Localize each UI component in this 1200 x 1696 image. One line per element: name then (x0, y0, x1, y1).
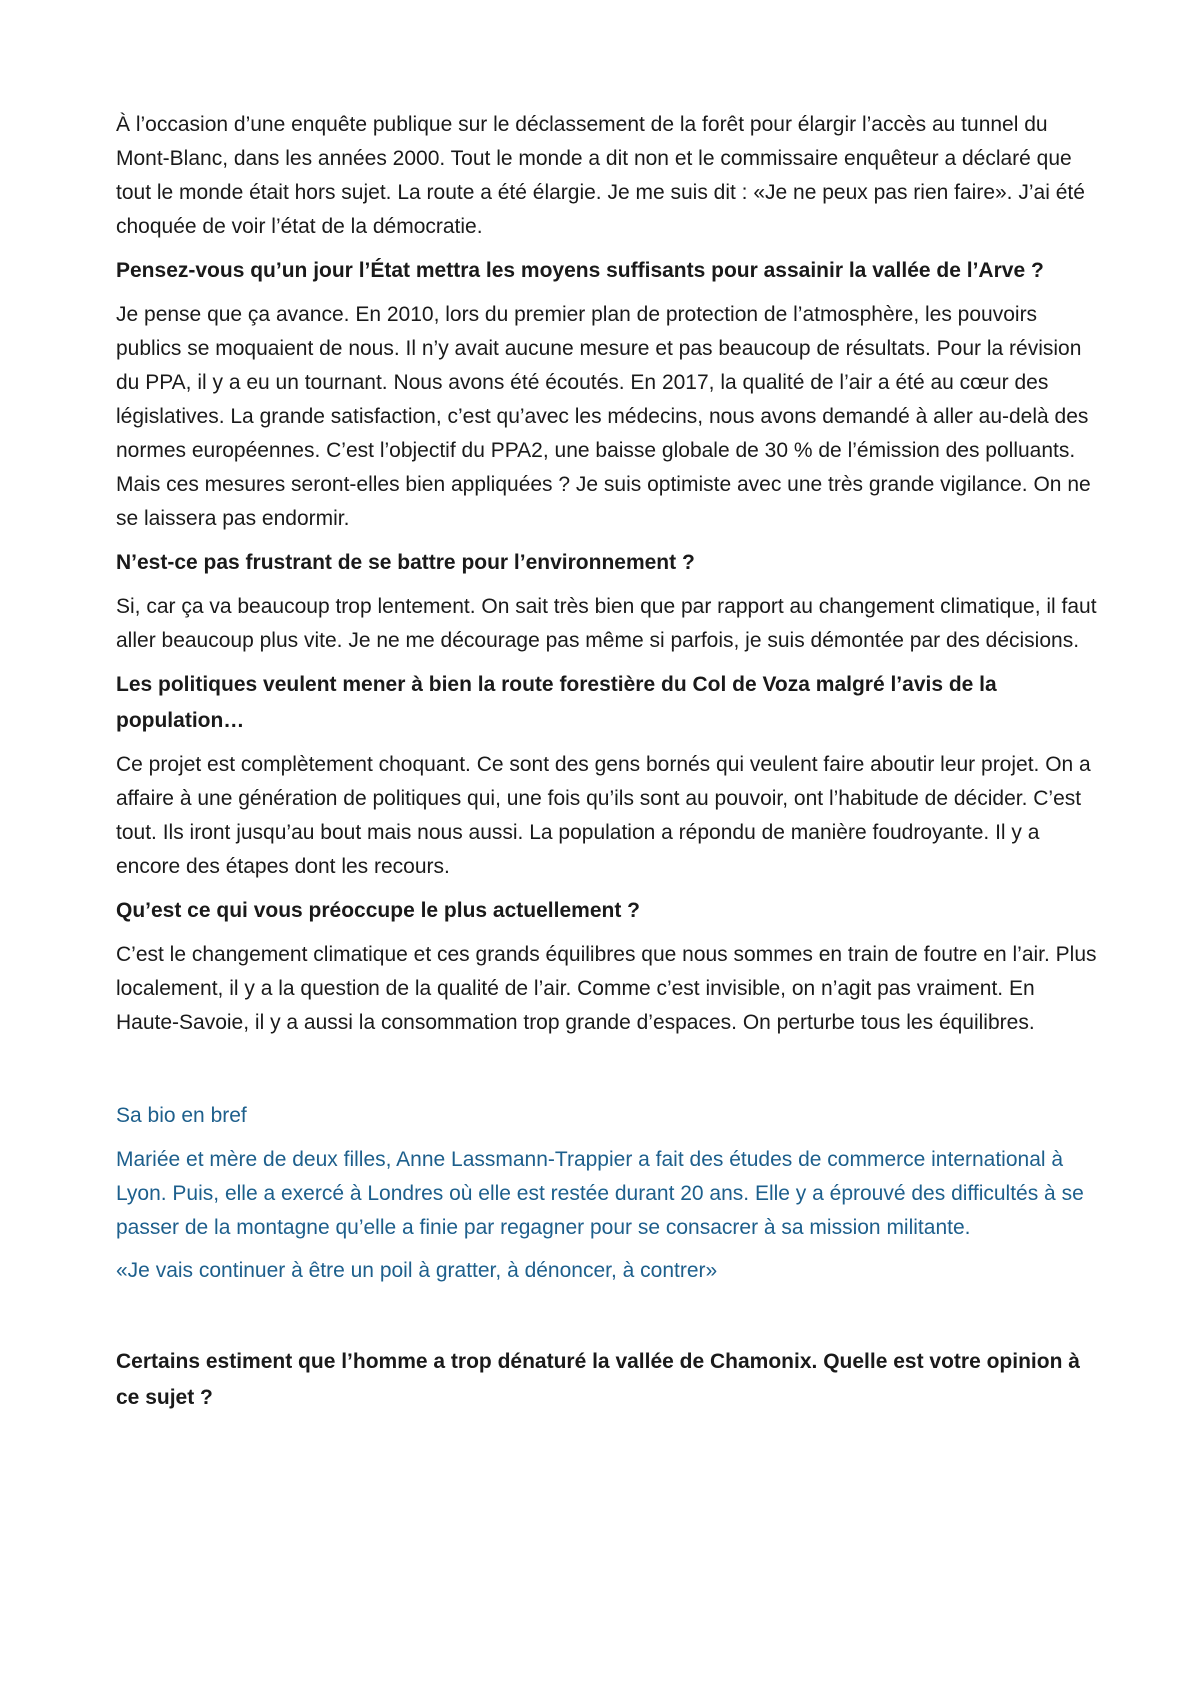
answer-2: Si, car ça va beaucoup trop lentement. On sait très bien que par rapport au changement climatique, il faut aller beaucoup plus vite. Je ne me décourage pas même si parfois, je suis démontée par des décisions. (116, 595, 1097, 652)
answer-4: C’est le changement climatique et ces grands équilibres que nous sommes en train de foutre en l’air. Plus localement, il y a la question de la qualité de l’air. Comme c’est invisible, on n’agit pas vraiment. En Haute-Savoie, il y a aussi la consommation trop grande d’espaces. On perturbe tous les équilibres. (116, 943, 1097, 1034)
question-1: Pensez-vous qu’un jour l’État mettra les moyens suffisants pour assainir la vallée de l’Arve ? (116, 259, 1044, 282)
bio-box (116, 1099, 1100, 1288)
answer-1: Je pense que ça avance. En 2010, lors du premier plan de protection de l’atmosphère, les pouvoirs publics se moquaient de nous. Il n’y avait aucune mesure et pas beaucoup de résultats. Pour la révision du PPA, il y a eu un tournant. Nous avons été écoutés. En 2017, la qualité de l’air a été au cœur des législatives. La grande satisfaction, c’est qu’avec les médecins, nous avons demandé à aller au-delà des normes européennes. C’est l’objectif du PPA2, une baisse globale de 30 % de l’émission des polluants. Mais ces mesures seront-elles bien appliquées ? Je suis optimiste avec une très grande vigilance. On ne se laissera pas endormir. (116, 303, 1091, 530)
bio-text: Mariée et mère de deux filles, Anne Lassmann-Trappier a fait des études de commerce international à Lyon. Puis, elle a exercé à Londres où elle est restée durant 20 ans. Elle y a éprouvé des difficultés à se passer de la montagne qu’elle a finie par regagner pour se consacrer à sa mission militante. (116, 1148, 1084, 1239)
bio-quote: «Je vais continuer à être un poil à gratter, à dénoncer, à contrer» (116, 1259, 718, 1282)
bio-title: Sa bio en bref (116, 1104, 247, 1127)
question-4: Qu’est ce qui vous préoccupe le plus actuellement ? (116, 899, 640, 922)
intro-paragraph: À l’occasion d’une enquête publique sur le déclassement de la forêt pour élargir l’accès au tunnel du Mont-Blanc, dans les années 2000. Tout le monde a dit non et le commissaire enquêteur a déclaré que tout le monde était hors sujet. La route a été élargie. Je me suis dit : «Je ne peux pas rien faire». J’ai été choquée de voir l’état de la démocratie. (116, 113, 1085, 238)
question-3: Les politiques veulent mener à bien la route forestière du Col de Voza malgré l’avis de la population… (116, 673, 997, 732)
answer-3: Ce projet est complètement choquant. Ce sont des gens bornés qui veulent faire aboutir leur projet. On a affaire à une génération de politiques qui, une fois qu’ils sont au pouvoir, ont l’habitude de décider. C’est tout. Ils iront jusqu’au bout mais nous aussi. La population a répondu de manière foudroyante. Il y a encore des étapes dont les recours. (116, 753, 1091, 878)
question-2: N’est-ce pas frustrant de se battre pour l’environnement ? (116, 551, 695, 574)
final-question: Certains estiment que l’homme a trop dénaturé la vallée de Chamonix. Quelle est votre opinion à ce sujet ? (116, 1350, 1080, 1409)
article-body (116, 108, 1100, 1425)
